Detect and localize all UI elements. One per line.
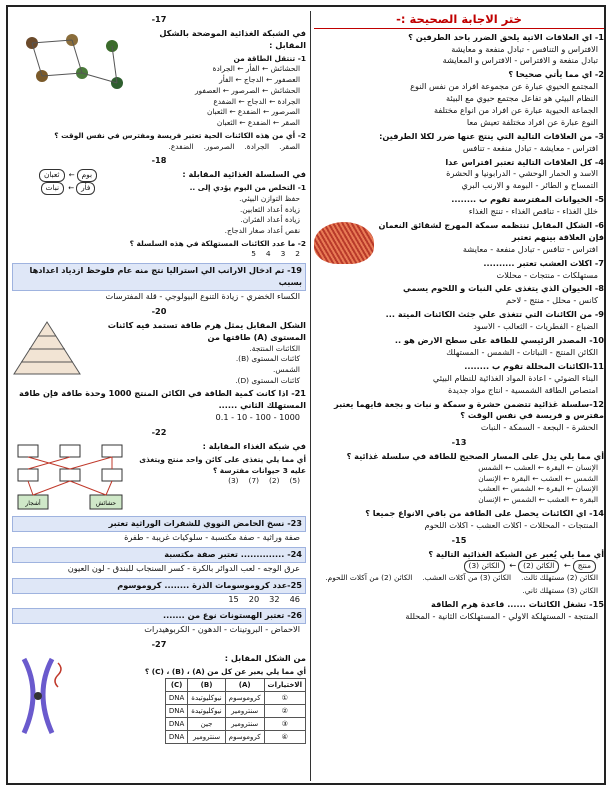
q24-options[interactable]: عرق الوجه - لعب الدوائر بالكرة - كسر السنجاب للبندق - لون العيون (67, 562, 300, 573)
q18-2-option-c[interactable]: 4 (265, 249, 271, 259)
section-title: ختر الاجابة الصحيحة :- (314, 11, 604, 29)
q2-option-c[interactable]: الجماعة الحيوية عبارة عن افراد من انواع مختلفة (434, 105, 598, 116)
question-15: أي مما يلي يُعبر عن الشبكة الغذائية التالية ؟ (428, 548, 604, 559)
q27-answer-table (165, 678, 306, 745)
q11-option-a[interactable]: البناء الضوئي - اعادة المواد الغذائية للنظام البيئي (432, 372, 598, 383)
question-17: في الشبكة الغذائية الموضحة بالشكل المقابل : (159, 27, 306, 50)
q3-options[interactable]: افتراس - معايشة - تبادل منفعة - تنافس (462, 142, 598, 153)
q14-options[interactable]: المنتجات - المحللات - اكلات العشب - اكلات اللحوم (424, 519, 598, 530)
label-grass: حشائش (95, 500, 117, 508)
q25-option-c[interactable]: 20 (248, 593, 260, 604)
label-trees: أشجار (25, 500, 41, 508)
q17-1-option-f[interactable]: الصقر ← الضفدع ← الثعبان (216, 118, 300, 128)
question-7: 7- اكلات العشب تعتبر .......... (483, 257, 604, 268)
q18-2-option-b[interactable]: 3 (280, 249, 286, 259)
q20-option-b[interactable]: كائنات المستوى (B). (235, 354, 300, 364)
q2-option-a[interactable]: المجتمع الحيوي عبارة عن مجموعة افراد من نفس النوع (410, 81, 598, 92)
question-15-number: 15- (451, 534, 467, 545)
q17-2-options (12, 142, 306, 153)
table-head-b: (B) (188, 678, 225, 691)
question-13: أي مما يلي يدل على المسار الصحيح للطاقة في سلسلة غذائية ؟ (346, 451, 604, 462)
q11-option-b[interactable]: امتصاص الطاقة الشمسية - انتاج مواد جديدة (447, 384, 598, 395)
q18-chain: بوم← ثعبان فأر← نبات (12, 169, 124, 194)
q13-option-c[interactable]: الإنسان ← البقرة ← الشمس ← العشب (478, 484, 598, 494)
q1-option-a[interactable]: الافتراس و التنافس - تبادل منفعة و معايشة (451, 43, 598, 54)
right-column (314, 11, 604, 781)
q6-options[interactable]: افتراس - تنافس - تبادل منفعة - معايشة (462, 243, 598, 254)
q15-option-b[interactable]: الكائن (3) من آكلات العشب. (422, 573, 512, 583)
question-6: 6- الشكل المقابل تنتظمه سمكة المهرج لشقائق النعمان فإن العلاقة بينهم تعتبر (378, 220, 604, 242)
q25-options (12, 594, 306, 606)
q8-options[interactable]: كانس - محلل - منتج - لاحم (506, 295, 598, 306)
chain-plant: نبات (41, 182, 65, 195)
q19-options[interactable]: الكساء الخضري - زيادة التنوع البيولوجي - قلة المفترسات (105, 290, 300, 301)
question-25: 25-عدد كروموسومات الذرة ........ كروموسوم (12, 578, 306, 594)
q10-options[interactable]: الكائن المنتج - النباتات - الشمس - المستهلك (446, 346, 598, 357)
q13-option-a[interactable]: الإنسان ← البقرة ← العشب ← الشمس (478, 462, 598, 472)
q22-option-d[interactable]: (3) (228, 476, 239, 486)
question-17-number: 17- (151, 14, 167, 24)
question-3: 3- من العلاقات التالية التي ينتج عنها ضرر لكلا الطرفين: (379, 130, 604, 141)
q17-block (12, 28, 306, 129)
question-20-number: 20- (151, 305, 167, 316)
question-9: 9- من الكائنات التي تتغذى علي جثث الكائنات الميتة ... (385, 309, 604, 320)
sea-anemone-image (314, 222, 374, 264)
q22-sub: أي مما يلي يتغذى على كائن واحد منتج ويتغذى عليه 3 حيوانات مفترسة ؟ (139, 454, 306, 475)
q26-options[interactable]: الاحماض - البروتينات - الدهون - الكربوهيدرات (144, 624, 300, 635)
q17-1-option-d[interactable]: الجرادة ← الدجاج ← الضفدع (213, 96, 300, 106)
q22-block (12, 441, 306, 508)
q18-1-option-b[interactable]: زيادة أعداد الثعابين. (239, 204, 300, 214)
q25-option-a[interactable]: 46 (289, 593, 300, 604)
q15-chain: منتج← الكائن (2)← الكائن (3) (314, 560, 604, 573)
q25-option-d[interactable]: 15 (228, 593, 239, 604)
q2-option-d[interactable]: النوع عبارة عن افراد مختلفة تعيش معا (466, 116, 598, 127)
q22-options (130, 476, 306, 487)
question-1: 1- اي العلاقات الاتية يلحق الضرر باحد الطرفين ؟ (408, 31, 604, 42)
question-26: 26- تعتبر الهستونات نوع من ....... (12, 608, 306, 624)
worksheet-page (6, 5, 606, 785)
question-19: 19- تم ادخال الارانب الي استراليا نتج منه عام فلوحظ ازدياد اعدادها بسبب (12, 263, 306, 291)
question-18: في السلسلة الغذائية المقابلة : (182, 169, 306, 180)
q18-2-option-a[interactable]: 2 (295, 249, 300, 259)
q18-2-option-d[interactable]: 5 (251, 249, 256, 259)
chain-snake: ثعبان (39, 169, 65, 182)
column-divider (310, 11, 311, 781)
question-13-number: 13- (451, 437, 467, 448)
q17-1-option-c[interactable]: الحشائش ← الصرصور ← العصفور (194, 85, 300, 95)
q13-option-d[interactable]: البقرة ← العشب ← الشمس ← الإنسان (478, 495, 598, 505)
question-21: 21- اذا كانت كمية الطاقة في الكائن المنتج 1000 وحدة طاقة فإن طاقة المستهلك الثاني ...... (19, 388, 306, 411)
question-24: 24- .............. تعتبر صفة مكتسبة (12, 547, 306, 563)
question-5: 5- الحيوانات المفترسة تقوم ب ........ (451, 194, 604, 205)
chain-producer: منتج (573, 560, 596, 573)
question-2: 2- اي مما يأتي صحيحا ؟ (508, 69, 604, 80)
q17-2-option-d[interactable]: الضفدع. (168, 141, 194, 151)
food-web-image (12, 28, 132, 98)
q20-option-a[interactable]: الكائنات المنتجة. (249, 343, 300, 353)
q4-option-b[interactable]: التمساح و الطائر - البومة و الارنب البري (461, 180, 598, 191)
q22-option-c[interactable]: (7) (248, 476, 260, 486)
q17-sub2: 2- أي من هذه الكائنات الحية تعتبر فريسة ومفترس في نفس الوقت ؟ (54, 130, 306, 140)
q4-option-a[interactable]: الاسد و الحمار الوحشي - الدرابونيا و الحشرة (446, 168, 598, 179)
q15-option-c[interactable]: الكائن (2) من آكلات اللحوم. (325, 573, 413, 583)
q20-block (12, 320, 306, 387)
q15-option-d[interactable]: الكائن (3) مستهلك ثاني. (522, 585, 598, 595)
question-22-number: 22- (151, 427, 167, 438)
q22-option-a[interactable]: (5) (289, 476, 300, 486)
question-11: 11-الكائنات المحللة تقوم ب ........ (464, 360, 604, 371)
q22-option-b[interactable]: (2) (269, 476, 280, 486)
q27-block (12, 653, 306, 744)
question-14: 14- اي الكائنات يحصل على الطاقة من باقي الانواع جميعا ؟ (365, 507, 604, 518)
energy-pyramid-image (12, 320, 82, 376)
food-web-diagram (12, 441, 130, 513)
q13-option-b[interactable]: الشمس ← العشب ← البقرة ← الإنسان (478, 473, 598, 483)
q18-block (12, 169, 306, 260)
question-16: 15- تشغل الكائنات ...... قاعدة هرم الطاقة (431, 598, 604, 609)
q18-sub2: 2- ما عدد الكائنات المستهلكة في هذه السلسلة ؟ (129, 238, 306, 248)
table-row[interactable]: ② سنترومير نيوكليوتيدة DNA (165, 704, 305, 717)
chain-mouse: فأر (76, 182, 95, 195)
question-8: 8- الحيوان الذي يتغذى علي النبات و اللحوم يسمي (403, 283, 604, 294)
q21-options[interactable]: 1000 - 100 - 10 - 0.1 (215, 412, 300, 423)
q2-option-b[interactable]: النظام البيئي هو تفاعل مجتمع حيوي مع البيئة (445, 93, 598, 104)
q20-option-d[interactable]: كائنات المستوى (D). (235, 375, 300, 385)
chain-organism-3: الكائن (3) (464, 560, 505, 573)
q16-options[interactable]: المنتجة - المستهلكة الاولي - المستهلكات الثانية - المحللة (405, 610, 598, 621)
table-row[interactable]: ③ سنترومير جين DNA (165, 718, 305, 731)
q27-sub: أي مما يلي يعبر عن كل من (A) ، (B) ، (C) ؟ (144, 666, 306, 676)
q20-option-c[interactable]: الشمس. (273, 365, 300, 375)
question-22: في شبكة الغذاء المقابلة : (202, 441, 306, 452)
chromosome-image (12, 653, 72, 739)
q9-options[interactable]: الضباع - الفطريات - الثعالب - الاسود (473, 321, 598, 332)
table-row[interactable]: ① كروموسوم نيوكليوتيدة DNA (165, 691, 305, 704)
question-23: 23- نسخ الحامض النووي للشفرات الوراثية تعتبر (12, 516, 306, 532)
q17-1-option-a[interactable]: الحشائش ← الفأر ← الجرادة (212, 64, 300, 74)
q17-2-option-a[interactable]: الصقر. (279, 141, 300, 151)
question-4: 4- كل العلاقات التالية تعتبر افتراس عدا (445, 156, 604, 167)
q1-option-b[interactable]: تبادل منفعة و الافتراس - الافتراس و المعايشة (442, 55, 598, 66)
q17-1-option-b[interactable]: العصفور ← الدجاج ← الفأر (219, 75, 300, 85)
q6-block (314, 220, 604, 256)
table-head-choices: الاختيارات (264, 678, 305, 691)
left-column (12, 11, 306, 781)
table-head-c: (C) (165, 678, 187, 691)
q18-1-option-d[interactable]: نقص أعداد صغار الدجاج. (224, 226, 300, 235)
q17-2-option-b[interactable]: الجرادة. (244, 141, 270, 151)
question-18-number: 18- (151, 155, 167, 166)
q5-options[interactable]: خلل الغذاء - تناقص الغذاء - تنتج الغذاء (468, 206, 598, 217)
question-12: 12-سلسلة غذائية تتضمن حشرة و سمكة و نبات و بجعة فايهما يعتبر مفترس و فريسة في نفس الوقت ؟ (334, 398, 604, 421)
question-27: من الشكل المقابل : (224, 653, 306, 664)
table-head-a: (A) (225, 678, 264, 691)
q15-option-a[interactable]: الكائن (2) مستهلك ثالث. (521, 573, 598, 583)
q15-options (314, 573, 604, 596)
q7-options[interactable]: مستهلكات - منتجات - محللات (496, 269, 598, 280)
q18-1-option-c[interactable]: زيادة أعداد الفئران. (240, 215, 300, 225)
q18-2-options (12, 249, 306, 260)
question-27-number: 27- (151, 639, 167, 650)
q17-2-option-c[interactable]: الصرصور. (203, 141, 235, 151)
chain-organism-2: الكائن (2) (518, 560, 559, 573)
q18-1-option-a[interactable]: حفظ التوازن البيئي. (239, 193, 300, 203)
q17-1-option-e[interactable]: الصرصور ← الضفدع ← الثعبان (207, 107, 300, 117)
chain-owl: بوم (77, 169, 97, 182)
q25-option-b[interactable]: 32 (269, 593, 280, 604)
question-10: 10- المصدر الرئيسي للطاقة على سطح الارض هو .. (394, 335, 604, 346)
q12-options[interactable]: الحشرة - البجعة - السمكة - النبات (480, 422, 598, 433)
table-row[interactable]: ④ كروموسوم سنترومير DNA (165, 731, 305, 744)
q17-sub1: 1- تنتقل الطاقة من (233, 53, 306, 63)
q18-sub1: 1- التخلص من البوم يؤدي إلى .. (189, 183, 306, 193)
q23-options[interactable]: صفة وراثية - صفة مكتسبة - سلوكيات غريبة - طفرة (124, 531, 300, 542)
question-20: الشكل المقابل يمثل هرم طاقة تستمد فيه كائنات المستوى (A) طاقتها من (107, 319, 306, 342)
